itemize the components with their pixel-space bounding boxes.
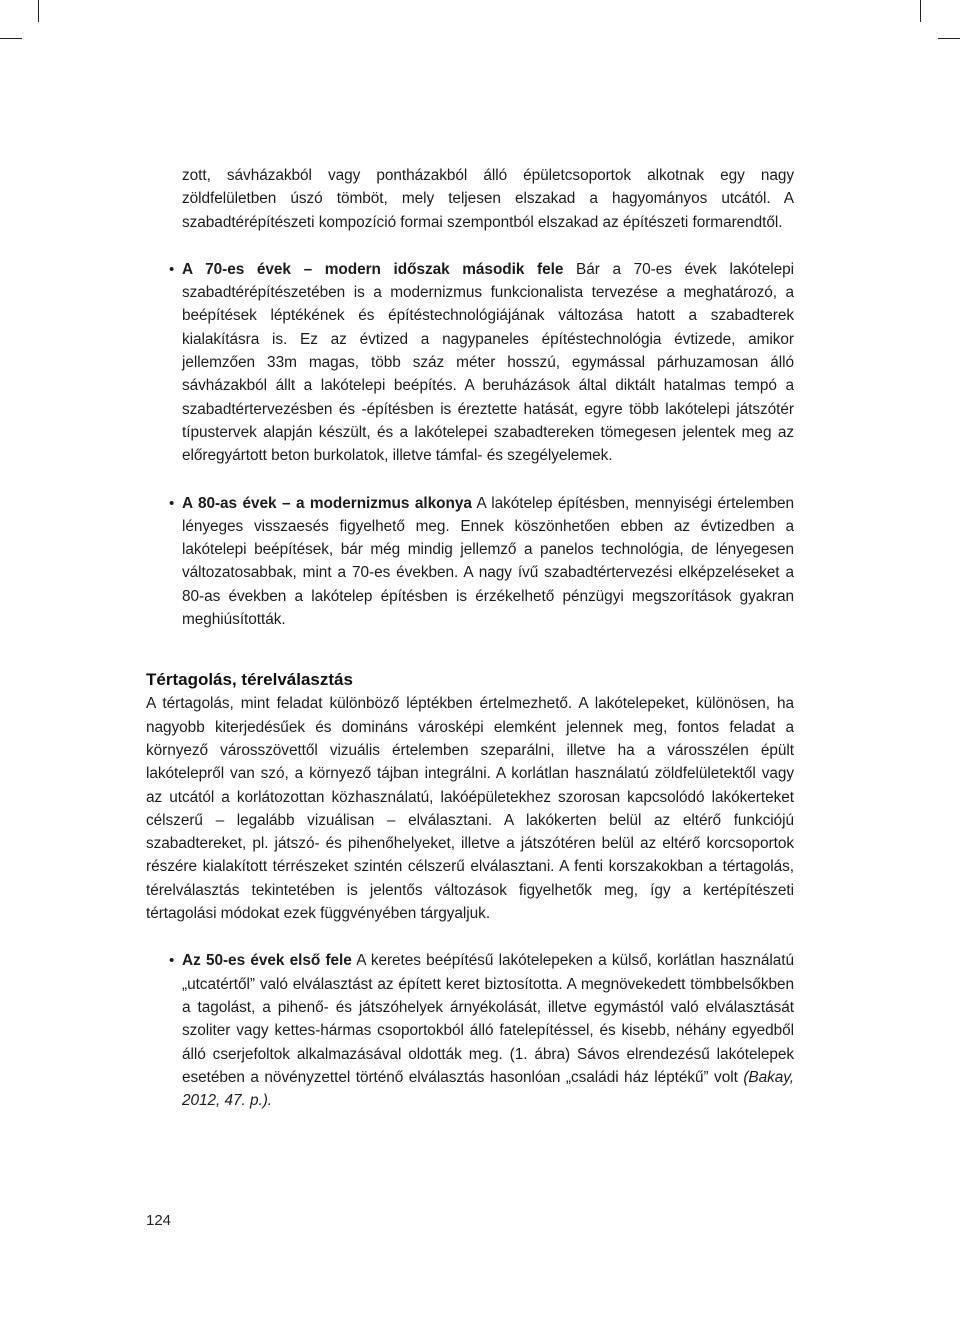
list-item-50s — [146, 949, 794, 1112]
list-item-lead: A 70-es évek – modern időszak második fele — [182, 260, 564, 278]
list-item-text: A keretes beépítésű lakótelepeken a külső, korlátlan használatú „utcatértől” való elválasztást az épített keret biztosította. A megnövekedett tömbbelsőkben a tagolást, a pihenő- és játszóhelyek árnyékolását, illetve egymástól való elválasztását szoliter vagy kettes-hármas csoportokból álló fatelepítéssel, és kisebb, néhány egyedből álló cserjefoltok alkalmazásával oldották meg. (1. ábra) Sávos elrendezésű lakótelepek esetében a növényzettel történő elválasztás hasonlóan „családi ház léptékű” volt — [182, 952, 795, 1086]
list-item-text: Bár a 70-es évek lakótelepi szabadtérépítészetében is a modernizmus funkcionalista tervezése a meghatározó, a beépítések léptékének és építéstechnológiájának változása hatott a szabadterek kialakításra is. Ez az évtized a nagypaneles építéstechnológia évtizede, amikor jellemzően 33m magas, több száz méter hosszú, egymással párhuzamosan álló sávházakból állt a lakótelepi beépítés. A beruházások által diktált hatalmas tempó a szabadtértervezésben és -építésben is éreztette hatását, egyre több lakótelepi játszótér típustervek alapján készült, és a lakótelepei szabadtereken tömegesen jelentek meg az előregyártott beton burkolatok, illetve támfal- és szegélyelemek. — [182, 260, 795, 465]
crop-mark-top-left-horizontal — [0, 38, 22, 39]
crop-mark-top-right-vertical — [920, 0, 921, 22]
page-number: 124 — [146, 1212, 172, 1229]
bullet-icon: • — [169, 260, 175, 278]
bullet-icon: • — [169, 952, 175, 970]
citation: (Bakay, 2012, 47. p.). — [182, 1068, 794, 1110]
crop-mark-top-left-vertical — [38, 0, 39, 22]
list-item-text: A lakótelep építésben, mennyiségi értelemben lényeges visszaesés figyelhető meg. Ennek köszönhetően ebben az évtizedben a lakótelepi beépítések, bár még mindig jellemző a panelos technológia, de lényegesen változatosabbak, mint a 70-es években. A nagy ívű szabadtértervezési elképzeléseket a 80-as években a lakótelep építésben is érzékelhető pénzügyi megszorítások gyakran meghiúsították. — [182, 494, 794, 629]
list-item-70s — [146, 258, 794, 468]
division-list — [146, 949, 794, 1112]
list-item-lead: Az 50-es évek első fele — [182, 952, 352, 970]
bullet-icon: • — [169, 494, 175, 512]
list-item-80s — [146, 492, 794, 632]
crop-mark-top-right-horizontal — [938, 38, 960, 39]
section-paragraph: A tértagolás, mint feladat különböző léptékben értelmezhető. A lakótelepeket, különösen, ha nagyobb kiterjedésűek és domináns városképi elemként jelennek meg, fontos feladat a környező városszövettől vizuális értelemben szeparálni, illetve ha a városszélen épült lakótelepről van szó, a környező tájban integrálni. A korlátlan használatú zöldfelületektől vagy az utcától a korlátozottan közhasználatú, lakóépületekhez szorosan kapcsolódó lakókerteket célszerű – legalább vizuálisan – elválasztani. A lakókerten belül az eltérő funkciójú szabadtereket, pl. játszó- és pihenőhelyeket, illetve a játszótéren belül az eltérő korcsoportok részére kialakított térrészeket szintén célszerű elválasztani. A fenti korszakokban a tértagolás, térelválasztás tekintetében is jelentős változások figyelhetők meg, így a kertépítészeti tértagolási módokat ezek függvényében tárgyaljuk. — [146, 695, 794, 923]
period-list — [146, 258, 794, 631]
section-heading: Tértagolás, térelválasztás — [146, 670, 353, 690]
page-body — [146, 164, 794, 1112]
intro-paragraph: zott, sávházakból vagy pontházakból álló épületcsoportok alkotnak egy nagy zöldfelületben úszó tömböt, mely teljesen elszakad a hagyományos utcától. A szabadtérépítészeti kompozíció formai szempontból elszakad az építészeti formarendtől. — [182, 167, 794, 231]
list-item-lead: A 80-as évek – a modernizmus alkonya — [182, 494, 472, 512]
